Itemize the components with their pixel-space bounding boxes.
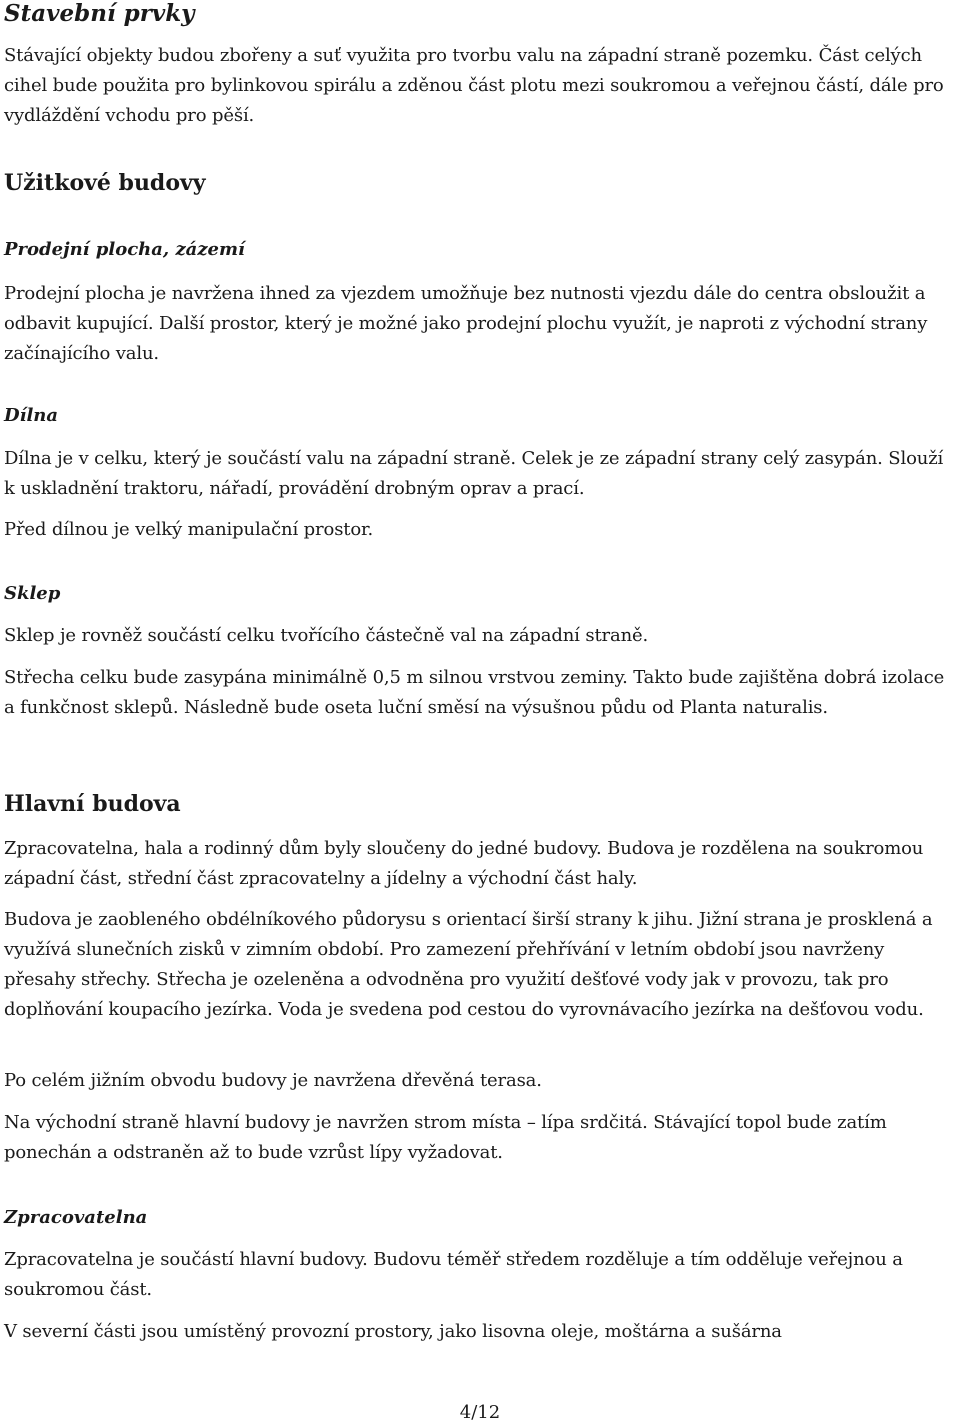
heading-dilna: Dílna [4, 405, 59, 426]
section-stavebni-prvky [4, 0, 949, 28]
text-prodejni-p1: Prodejní plocha je navržena ihned za vjezdem umožňuje bez nutnosti vjezdu dále do centra obsloužit a odbavit kupující. Další prostor, který je možné jako prodejní plochu využít, je naproti z východní strany začínajícího valu. [4, 283, 928, 364]
section-hlavni-budova [4, 789, 949, 819]
heading-hlavni-budova: Hlavní budova [4, 791, 181, 817]
paragraph-prodejni [4, 279, 949, 369]
text-zpracovatelna-p1: Zpracovatelna je součástí hlavní budovy. Budovu téměř středem rozděluje a tím odděluje veřejnou a soukromou část. [4, 1249, 903, 1300]
text-dilna-p2: Před dílnou je velký manipulační prostor. [4, 519, 374, 540]
text-hlavni-p2: Budova je zaobleného obdélníkového půdorysu s orientací širší strany k jihu. Jižní strana je prosklená a využívá slunečních zisků v zimním období. Pro zamezení přehřívání v letním období jsou navrženy přesahy střechy. Střecha je ozeleněna a odvodněna pro využití dešťové vody jak v provozu, tak pro doplňování koupacího jezírka. Voda je svedena pod cestou do vyrovnávacího jezírka na dešťovou vodu. [4, 909, 933, 1020]
paragraph-sklep-1 [4, 621, 949, 651]
text-hlavni-p4: Na východní straně hlavní budovy je navržen strom místa – lípa srdčitá. Stávající topol bude zatím ponechán a odstraněn až to bude vzrůst lípy vyžadovat. [4, 1112, 887, 1163]
heading-uzitkove-budovy: Užitkové budovy [4, 170, 206, 196]
heading-stavebni-prvky: Stavební prvky [4, 0, 195, 27]
heading-sklep: Sklep [4, 583, 61, 604]
text-sklep-p2: Střecha celku bude zasypána minimálně 0,5 m silnou vrstvou zeminy. Takto bude zajištěna dobrá izolace a funkčnost sklepů. Následně bude oseta luční směsí na výsušnou půdu od Planta naturalis. [4, 667, 945, 718]
paragraph-sklep-2 [4, 663, 949, 723]
paragraph-hlavni-4 [4, 1108, 949, 1168]
text-hlavni-p1: Zpracovatelna, hala a rodinný dům byly sloučeny do jedné budovy. Budova je rozdělena na soukromou západní část, střední část zpracovatelny a jídelny a východní část haly. [4, 838, 924, 889]
text-sklep-p1: Sklep je rovněž součástí celku tvořícího částečně val na západní straně. [4, 625, 649, 646]
page-number: 4/12 [459, 1402, 501, 1423]
section-uzitkove-budovy [4, 168, 949, 198]
heading-prodejni-plocha: Prodejní plocha, zázemí [4, 239, 245, 260]
subsection-zpracovatelna [4, 1206, 949, 1230]
paragraph-hlavni-2 [4, 905, 949, 1025]
paragraph-zpracovatelna-2 [4, 1317, 949, 1347]
text-stavebni-prvky-p1: Stávající objekty budou zbořeny a suť využita pro tvorbu valu na západní straně pozemku. Část celých cihel bude použita pro bylinkovou spirálu a zděnou část plotu mezi soukromou a veřejnou částí, dále pro vydláždění vchodu pro pěší. [4, 45, 944, 126]
paragraph-stavebni-prvky [4, 41, 949, 131]
paragraph-hlavni-3 [4, 1066, 949, 1096]
paragraph-zpracovatelna-1 [4, 1245, 949, 1305]
paragraph-dilna-2 [4, 515, 949, 545]
paragraph-hlavni-1 [4, 834, 949, 894]
subsection-sklep [4, 582, 949, 606]
subsection-prodejni [4, 238, 949, 262]
subsection-dilna [4, 404, 949, 428]
text-dilna-p1: Dílna je v celku, který je součástí valu na západní straně. Celek je ze západní strany celý zasypán. Slouží k uskladnění traktoru, nářadí, provádění drobným oprav a prací. [4, 448, 944, 499]
heading-zpracovatelna: Zpracovatelna [4, 1207, 148, 1228]
text-hlavni-p3: Po celém jižním obvodu budovy je navržena dřevěná terasa. [4, 1070, 542, 1091]
text-zpracovatelna-p2: V severní části jsou umístěný provozní prostory, jako lisovna oleje, moštárna a sušárna [4, 1321, 782, 1342]
paragraph-dilna-1 [4, 444, 949, 504]
